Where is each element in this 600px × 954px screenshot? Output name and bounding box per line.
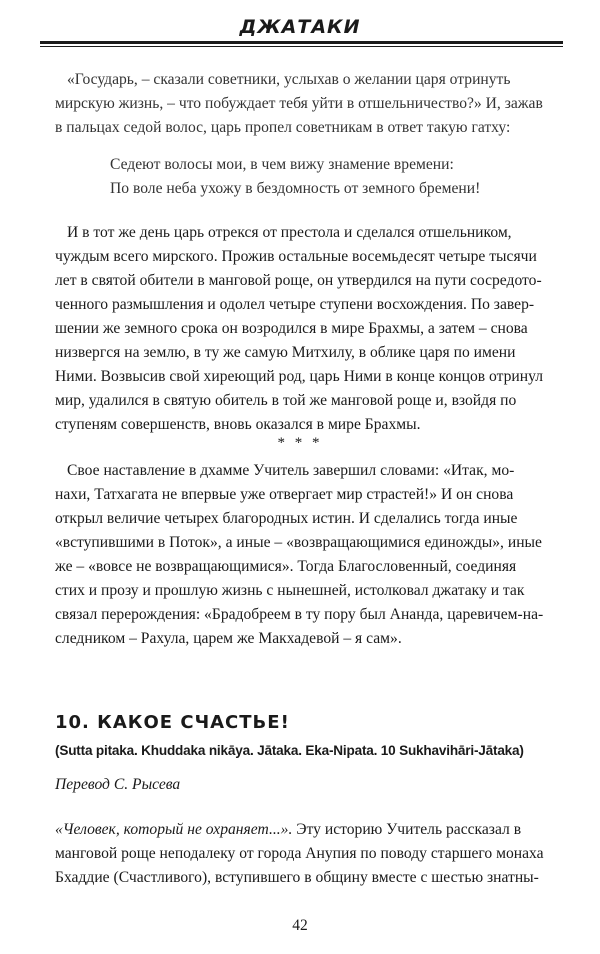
text-line: Ними. Возвысив свой хиреющий род, царь Ними в конце концов отринул	[55, 368, 543, 385]
text-line	[55, 818, 563, 842]
text-line: ченного размышления и одолел четыре ступени восхождения. По завер-	[55, 296, 535, 313]
paragraph-story-intro	[55, 818, 563, 890]
section-translator: Перевод С. Рысева	[55, 776, 181, 793]
section-source: (Sutta pitaka. Khuddaka nikāya. Jātaka. Eka-Nipata. 10 Sukhavihāri-Jātaka)	[55, 743, 524, 758]
text-line: Свое наставление в дхамме Учитель завершил словами: «Итак, мо-	[67, 462, 515, 479]
text-line: нахи, Татхагата не впервые уже отвергает мир страстей!» И он снова	[55, 486, 514, 503]
text-line: стих и прозу и прошлую жизнь с нынешней, истолковал джатаку и так	[55, 582, 525, 599]
verse-line: Седеют волосы мои, в чем вижу знамение времени:	[110, 156, 454, 173]
text-line: же – «вовсе не возвращающимися». Тогда Благословенный, соединяя	[55, 558, 517, 575]
section-heading: 10. КАКОЕ СЧАСТЬЕ!	[55, 712, 290, 733]
section-separator: * * *	[277, 435, 323, 451]
text-line: манговой роще неподалеку от города Анупия по поводу старшего монаха	[55, 845, 544, 862]
paragraph-advisors	[55, 68, 563, 140]
text-line: ступеням совершенств, вновь оказался в мире Брахмы.	[55, 416, 421, 433]
text-line: низвергся на землю, в ту же самую Митхилу, в облике царя по имени	[55, 344, 516, 361]
header-rule-thin	[40, 46, 563, 47]
story-lead-quote: «Человек, который не охраняет...».	[55, 821, 293, 838]
text-line: шении же земного срока он возродился в мире Брахмы, а затем – снова	[55, 320, 528, 337]
text-line: чуждым всего мирского. Прожив остальные восемьдесят четыре тысячи	[55, 248, 537, 265]
text-line: «Государь, – сказали советники, услыхав о желании царя отринуть	[67, 71, 511, 88]
verse-gatha	[110, 153, 570, 201]
text-line: мирскую жизнь, – что побуждает тебя уйти в отшельничество?» И, зажав	[55, 95, 543, 112]
page-number: 42	[292, 917, 308, 934]
story-lead-rest: Эту историю Учитель рассказал в	[292, 821, 522, 838]
text-line: Бхаддие (Счастливого), вступившего в общину вместе с шестью знатны-	[55, 869, 539, 886]
text-line: открыл величие четырех благородных истин. И сделались тогда иные	[55, 510, 518, 527]
text-line: следником – Рахула, царем же Макхадевой – я сам».	[55, 630, 402, 647]
verse-line: По воле неба ухожу в бездомность от земного бремени!	[110, 180, 481, 197]
text-line: «вступившими в Поток», а иные – «возвращающимися единожды», иные	[55, 534, 542, 551]
text-line: мир, удалился в святую обитель в той же манговой роще и, взойдя по	[55, 392, 517, 409]
text-line: И в тот же день царь отрекся от престола и сделался отшельником,	[67, 224, 512, 241]
text-line: лет в святой обители в манговой роще, он утвердился на пути сосредото-	[55, 272, 542, 289]
text-line: в пальцах седой волос, царь пропел советникам в ответ такую гатху:	[55, 119, 511, 136]
paragraph-conclusion	[55, 459, 563, 651]
running-title: ДЖАТАКИ	[239, 16, 361, 38]
paragraph-renunciation	[55, 221, 563, 437]
header-rule-thick	[40, 41, 563, 44]
text-line: связал перерождения: «Брадобреем в ту пору был Ананда, царевичем-на-	[55, 606, 544, 623]
